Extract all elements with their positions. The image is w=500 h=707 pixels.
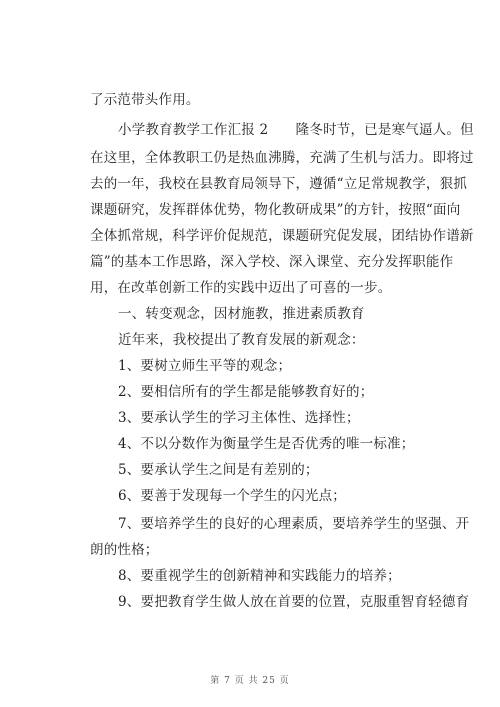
list-item: 4、不以分数作为衡量学生是否优秀的唯一标准； xyxy=(118,436,415,452)
paragraph-line: 在这里，全体教职工仍是热血沸腾，充满了生机与活力。即将过 xyxy=(90,150,474,166)
section-heading: 一、转变观念，因材施教，推进素质教育 xyxy=(118,306,365,322)
list-item: 1、要树立师生平等的观念； xyxy=(118,358,292,374)
list-item: 9、要把教育学生做人放在首要的位置，克服重智育轻德育 xyxy=(118,594,470,610)
paragraph-line: 全体抓常规，科学评价促规范，课题研究促发展，团结协作谱新 xyxy=(90,228,474,244)
list-item: 8、要重视学生的创新精神和实践能力的培养； xyxy=(118,568,401,584)
list-item: 6、要善于发现每一个学生的闪光点； xyxy=(118,488,346,504)
paragraph-line: 去的一年，我校在县教育局领导下，遵循“立足常规教学，狠抓 xyxy=(90,176,468,192)
paragraph-line: 篇”的基本工作思路，深入学校、深入课堂、充分发挥职能作 xyxy=(90,254,454,270)
paragraph-line: 课题研究，发挥群体优势，物化教研成果”的方针，按照“面向 xyxy=(90,202,461,218)
paragraph-line: 小学教育教学工作汇报 2 隆冬时节，已是寒气逼人。但 xyxy=(118,122,474,138)
list-item: 7、要培养学生的良好的心理素质，要培养学生的坚强、开 xyxy=(118,516,470,532)
paragraph-line: 了示范带头作用。 xyxy=(90,92,200,108)
list-item: 3、要承认学生的学习主体性、选择性； xyxy=(118,410,360,426)
list-item-continuation: 朗的性格； xyxy=(90,542,159,558)
list-item: 2、要相信所有的学生都是能够教育好的； xyxy=(118,384,374,400)
paragraph-line: 用，在改革创新工作的实践中迈出了可喜的一步。 xyxy=(90,280,392,296)
page-number-footer: 第 7 页 共 25 页 xyxy=(210,676,290,686)
paragraph-line: 近年来，我校提出了教育发展的新观念： xyxy=(118,332,365,348)
list-item: 5、要承认学生之间是有差别的； xyxy=(118,462,319,478)
